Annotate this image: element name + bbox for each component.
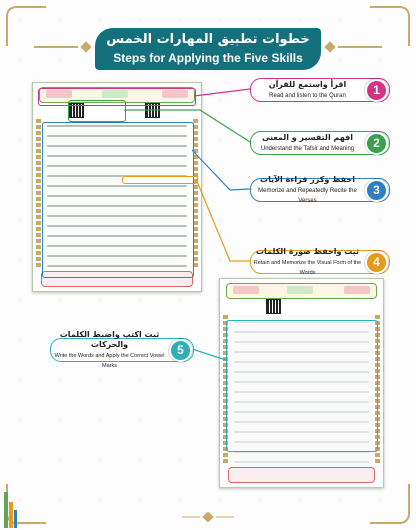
step-arabic: احفظ وكرر قراءة الآيات: [260, 174, 355, 184]
connector-1: [194, 89, 250, 96]
connector-5: [192, 349, 226, 360]
step-arabic: اقرأ واستمع للقرآن: [268, 79, 347, 89]
title-english: Steps for Applying the Five Skills: [113, 51, 303, 65]
step-english: Read and listen to the Quran: [269, 92, 346, 99]
connector-3: [192, 150, 250, 190]
step-arabic: افهم التفسير و المعنى: [262, 132, 353, 142]
connector-4: [196, 179, 250, 261]
step-number-badge: 3: [365, 179, 388, 202]
step-number-badge: 2: [365, 132, 388, 155]
bottom-ornament-icon: [182, 512, 234, 522]
step-arabic: ثبت واحفظ صورة الكلمات: [255, 246, 360, 256]
step-label-3: [250, 174, 390, 204]
title-arabic: خطوات تطبيق المهارات الخمس: [106, 32, 310, 47]
step-english: Memorize and Repeatedly Recite the Verses: [258, 187, 357, 204]
step-number-badge: 1: [365, 79, 388, 102]
step-number-badge: 4: [365, 251, 388, 274]
connector-2: [124, 110, 250, 142]
decorative-plant-icon: [2, 472, 18, 528]
step-label-4: [250, 246, 390, 276]
step-label-1: [250, 78, 390, 102]
step-english: Understand the Tafsir and Meaning: [260, 145, 355, 152]
step-label-2: [250, 131, 390, 155]
step-number-badge: 5: [169, 339, 192, 362]
step-english: Write the Words and Apply the Correct Vowel Marks: [54, 352, 165, 369]
step-english: Retain and Memorize the Visual Form of the Words: [253, 259, 362, 276]
step-arabic: ثبت اكتب واضبط الكلمات والحركات: [59, 329, 160, 349]
step-label-5: [50, 329, 194, 369]
